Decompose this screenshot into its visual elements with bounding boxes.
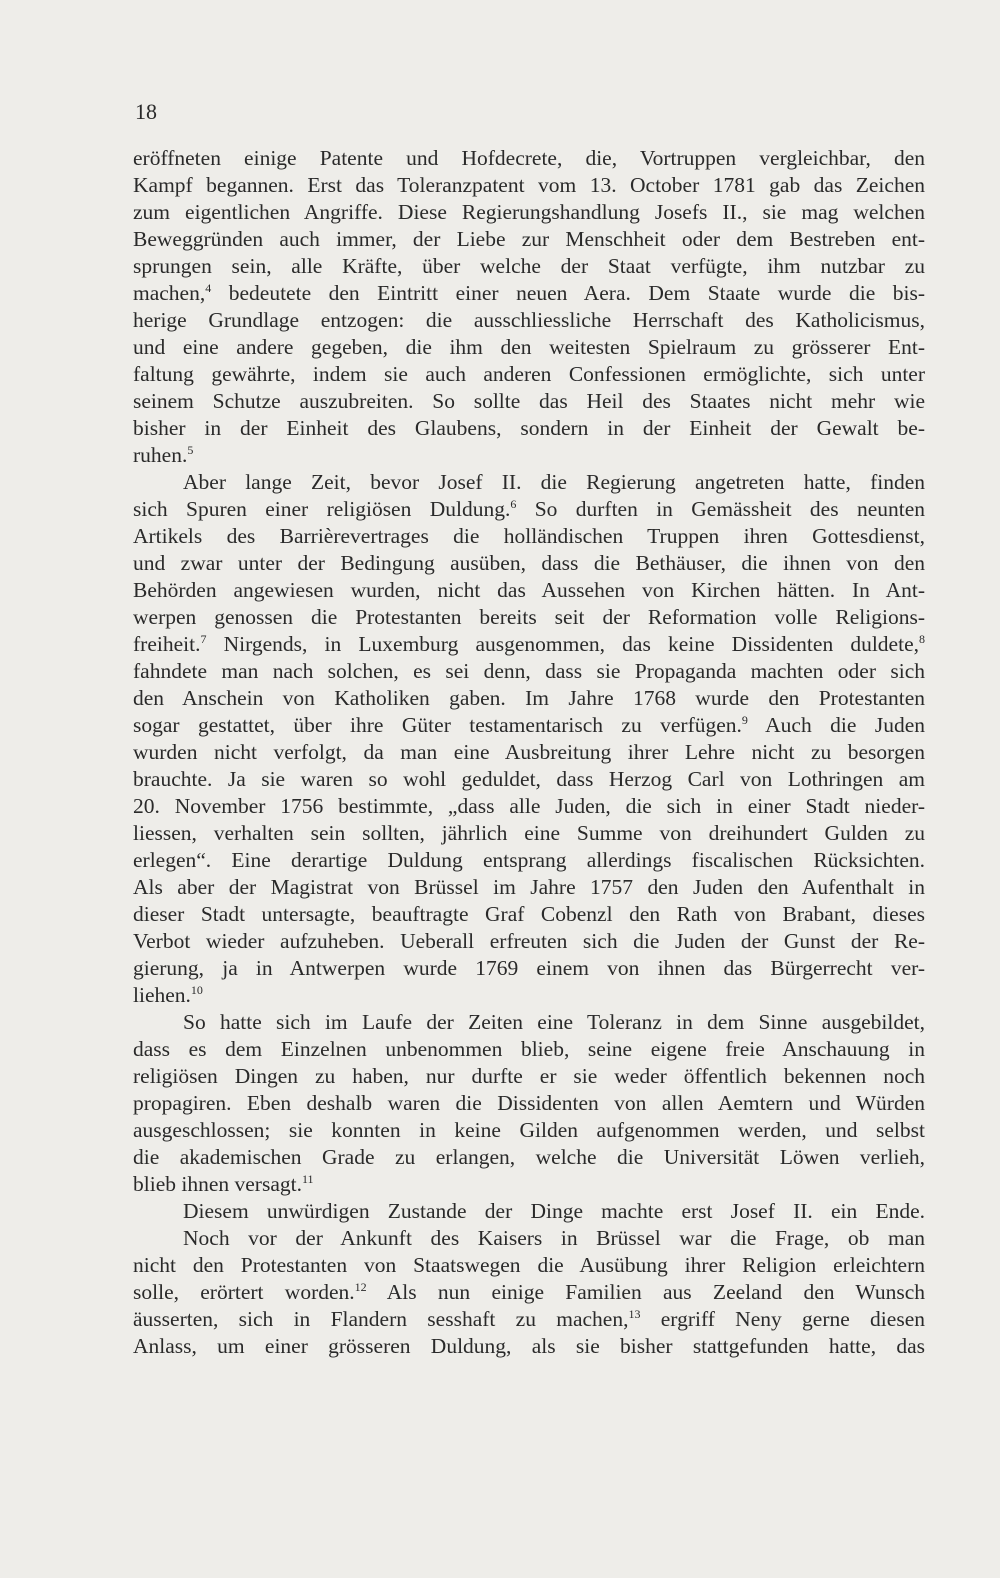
text-line bbox=[133, 469, 925, 496]
text-line bbox=[133, 1279, 925, 1306]
text-line bbox=[133, 523, 925, 550]
line-text: brauchte. Ja sie waren so wohl geduldet, dass Herzog Carl von Lothringen am bbox=[133, 767, 925, 791]
text-line bbox=[133, 982, 925, 1009]
text-line bbox=[133, 253, 925, 280]
line-text: seinem Schutze auszubreiten. So sollte das Heil des Staates nicht mehr wie bbox=[133, 389, 925, 413]
line-text-continued: So durften in Gemässheit des neunten bbox=[516, 497, 926, 521]
footnote-marker: 10 bbox=[190, 983, 203, 997]
footnote-marker: 7 bbox=[200, 632, 207, 646]
line-text: Verbot wieder aufzuheben. Ueberall erfreuten sich die Juden der Gunst der Re- bbox=[133, 929, 925, 953]
text-line bbox=[133, 226, 925, 253]
footnote-marker: 8 bbox=[919, 632, 925, 646]
text-line bbox=[133, 550, 925, 577]
line-text: fahndete man nach solchen, es sei denn, dass sie Propaganda machten oder sich bbox=[133, 659, 925, 683]
line-text: Noch vor der Ankunft des Kaisers in Brüssel war die Frage, ob man bbox=[183, 1226, 925, 1250]
text-line bbox=[133, 388, 925, 415]
text-line bbox=[133, 442, 925, 469]
footnote-marker: 13 bbox=[628, 1307, 641, 1321]
text-line bbox=[133, 1198, 925, 1225]
text-line bbox=[133, 307, 925, 334]
line-text: Kampf begannen. Erst das Toleranzpatent vom 13. October 1781 gab das Zeichen bbox=[133, 173, 925, 197]
text-line bbox=[133, 604, 925, 631]
text-line bbox=[133, 1144, 925, 1171]
line-text-continued: Nirgends, in Luxemburg ausgenommen, das keine Dissidenten duldete, bbox=[206, 632, 919, 656]
text-line bbox=[133, 1306, 925, 1333]
line-text: äusserten, sich in Flandern sesshaft zu machen, bbox=[133, 1307, 629, 1331]
line-text: wurden nicht verfolgt, da man eine Ausbreitung ihrer Lehre nicht zu besorgen bbox=[133, 740, 925, 764]
line-text: religiösen Dingen zu haben, nur durfte er sie weder öffentlich bekennen noch bbox=[133, 1064, 925, 1088]
text-line bbox=[133, 685, 925, 712]
line-text: bisher in der Einheit des Glaubens, sondern in der Einheit der Gewalt be- bbox=[133, 416, 925, 440]
text-line bbox=[133, 145, 925, 172]
text-line bbox=[133, 739, 925, 766]
text-line bbox=[133, 172, 925, 199]
footnote-marker: 4 bbox=[205, 281, 212, 295]
text-line bbox=[133, 1225, 925, 1252]
footnote-marker: 12 bbox=[354, 1280, 367, 1294]
text-line bbox=[133, 496, 925, 523]
text-line bbox=[133, 1063, 925, 1090]
line-text-continued: Auch die Juden bbox=[747, 713, 925, 737]
line-text: ausgeschlossen; sie konnten in keine Gilden aufgenommen werden, und selbst bbox=[133, 1118, 925, 1142]
line-text: eröffneten einige Patente und Hofdecrete, die, Vortruppen vergleichbar, den bbox=[133, 146, 925, 170]
line-text: faltung gewährte, indem sie auch anderen Confessionen ermöglichte, sich unter bbox=[133, 362, 925, 386]
text-line bbox=[133, 658, 925, 685]
line-text-continued: ergriff Neny gerne diesen bbox=[640, 1307, 925, 1331]
line-text: nicht den Protestanten von Staatswegen die Ausübung ihrer Religion erleichtern bbox=[133, 1253, 925, 1277]
text-line bbox=[133, 199, 925, 226]
text-line bbox=[133, 955, 925, 982]
line-text: sprungen sein, alle Kräfte, über welche der Staat verfügte, ihm nutzbar zu bbox=[133, 254, 925, 278]
line-text: 20. November 1756 bestimmte, „dass alle Juden, die sich in einer Stadt nieder- bbox=[133, 794, 925, 818]
text-line bbox=[133, 1171, 925, 1198]
line-text: So hatte sich im Laufe der Zeiten eine Toleranz in dem Sinne ausgebildet, bbox=[183, 1010, 925, 1034]
text-line bbox=[133, 847, 925, 874]
line-text: ruhen. bbox=[133, 443, 188, 467]
text-line bbox=[133, 712, 925, 739]
text-line bbox=[133, 793, 925, 820]
text-line bbox=[133, 874, 925, 901]
line-text: blieb ihnen versagt. bbox=[133, 1172, 302, 1196]
line-text: erlegen“. Eine derartige Duldung entsprang allerdings fiscalischen Rücksichten. bbox=[133, 848, 925, 872]
line-text: propagiren. Eben deshalb waren die Dissidenten von allen Aemtern und Würden bbox=[133, 1091, 925, 1115]
text-line bbox=[133, 928, 925, 955]
line-text: solle, erörtert worden. bbox=[133, 1280, 355, 1304]
text-line bbox=[133, 766, 925, 793]
text-line bbox=[133, 631, 925, 658]
line-text: machen, bbox=[133, 281, 206, 305]
line-text: herige Grundlage entzogen: die ausschliessliche Herrschaft des Katholicismus, bbox=[133, 308, 925, 332]
text-line bbox=[133, 820, 925, 847]
line-text: gierung, ja in Antwerpen wurde 1769 einem von ihnen das Bürgerrecht ver- bbox=[133, 956, 925, 980]
line-text: Anlass, um einer grösseren Duldung, als sie bisher stattgefunden hatte, das bbox=[133, 1334, 925, 1358]
page-number: 18 bbox=[135, 99, 157, 124]
line-text: Diesem unwürdigen Zustande der Dinge machte erst Josef II. ein Ende. bbox=[183, 1199, 925, 1223]
text-line bbox=[133, 901, 925, 928]
line-text: den Anschein von Katholiken gaben. Im Jahre 1768 wurde den Protestanten bbox=[133, 686, 925, 710]
text-line bbox=[133, 334, 925, 361]
line-text: Behörden angewiesen wurden, nicht das Aussehen von Kirchen hätten. In Ant- bbox=[133, 578, 925, 602]
line-text: sich Spuren einer religiösen Duldung. bbox=[133, 497, 511, 521]
line-text-continued: bedeutete den Eintritt einer neuen Aera. Dem Staate wurde die bis- bbox=[211, 281, 925, 305]
text-line bbox=[133, 361, 925, 388]
footnote-marker: 11 bbox=[301, 1172, 314, 1186]
line-text: Beweggründen auch immer, der Liebe zur Menschheit oder dem Bestreben ent- bbox=[133, 227, 925, 251]
line-text: und zwar unter der Bedingung ausüben, dass die Bethäuser, die ihnen von den bbox=[133, 551, 925, 575]
text-line bbox=[133, 1333, 925, 1360]
footnote-marker: 6 bbox=[510, 497, 517, 511]
line-text: liessen, verhalten sein sollten, jährlich eine Summe von dreihundert Gulden zu bbox=[133, 821, 925, 845]
line-text: Als aber der Magistrat von Brüssel im Jahre 1757 den Juden den Aufenthalt in bbox=[133, 875, 925, 899]
body-text bbox=[133, 145, 925, 1360]
line-text: und eine andere gegeben, die ihm den weitesten Spielraum zu grösserer Ent- bbox=[133, 335, 925, 359]
text-line bbox=[133, 280, 925, 307]
text-line bbox=[133, 415, 925, 442]
text-line bbox=[133, 577, 925, 604]
line-text: liehen. bbox=[133, 983, 191, 1007]
text-line bbox=[133, 1036, 925, 1063]
text-line bbox=[133, 1117, 925, 1144]
text-line bbox=[133, 1252, 925, 1279]
line-text: zum eigentlichen Angriffe. Diese Regierungshandlung Josefs II., sie mag welchen bbox=[133, 200, 925, 224]
footnote-marker: 5 bbox=[187, 443, 194, 457]
line-text: freiheit. bbox=[133, 632, 201, 656]
line-text: sogar gestattet, über ihre Güter testamentarisch zu verfügen. bbox=[133, 713, 742, 737]
text-line bbox=[133, 1090, 925, 1117]
text-line bbox=[133, 1009, 925, 1036]
line-text: Artikels des Barrièrevertrages die holländischen Truppen ihren Gottesdienst, bbox=[133, 524, 925, 548]
line-text-continued: Als nun einige Familien aus Zeeland den Wunsch bbox=[366, 1280, 925, 1304]
line-text: Aber lange Zeit, bevor Josef II. die Regierung angetreten hatte, finden bbox=[183, 470, 925, 494]
line-text: dieser Stadt untersagte, beauftragte Graf Cobenzl den Rath von Brabant, dieses bbox=[133, 902, 925, 926]
line-text: die akademischen Grade zu erlangen, welche die Universität Löwen verlieh, bbox=[133, 1145, 925, 1169]
line-text: werpen genossen die Protestanten bereits seit der Reformation volle Religions- bbox=[133, 605, 925, 629]
footnote-marker: 9 bbox=[741, 713, 748, 727]
line-text: dass es dem Einzelnen unbenommen blieb, seine eigene freie Anschauung in bbox=[133, 1037, 925, 1061]
